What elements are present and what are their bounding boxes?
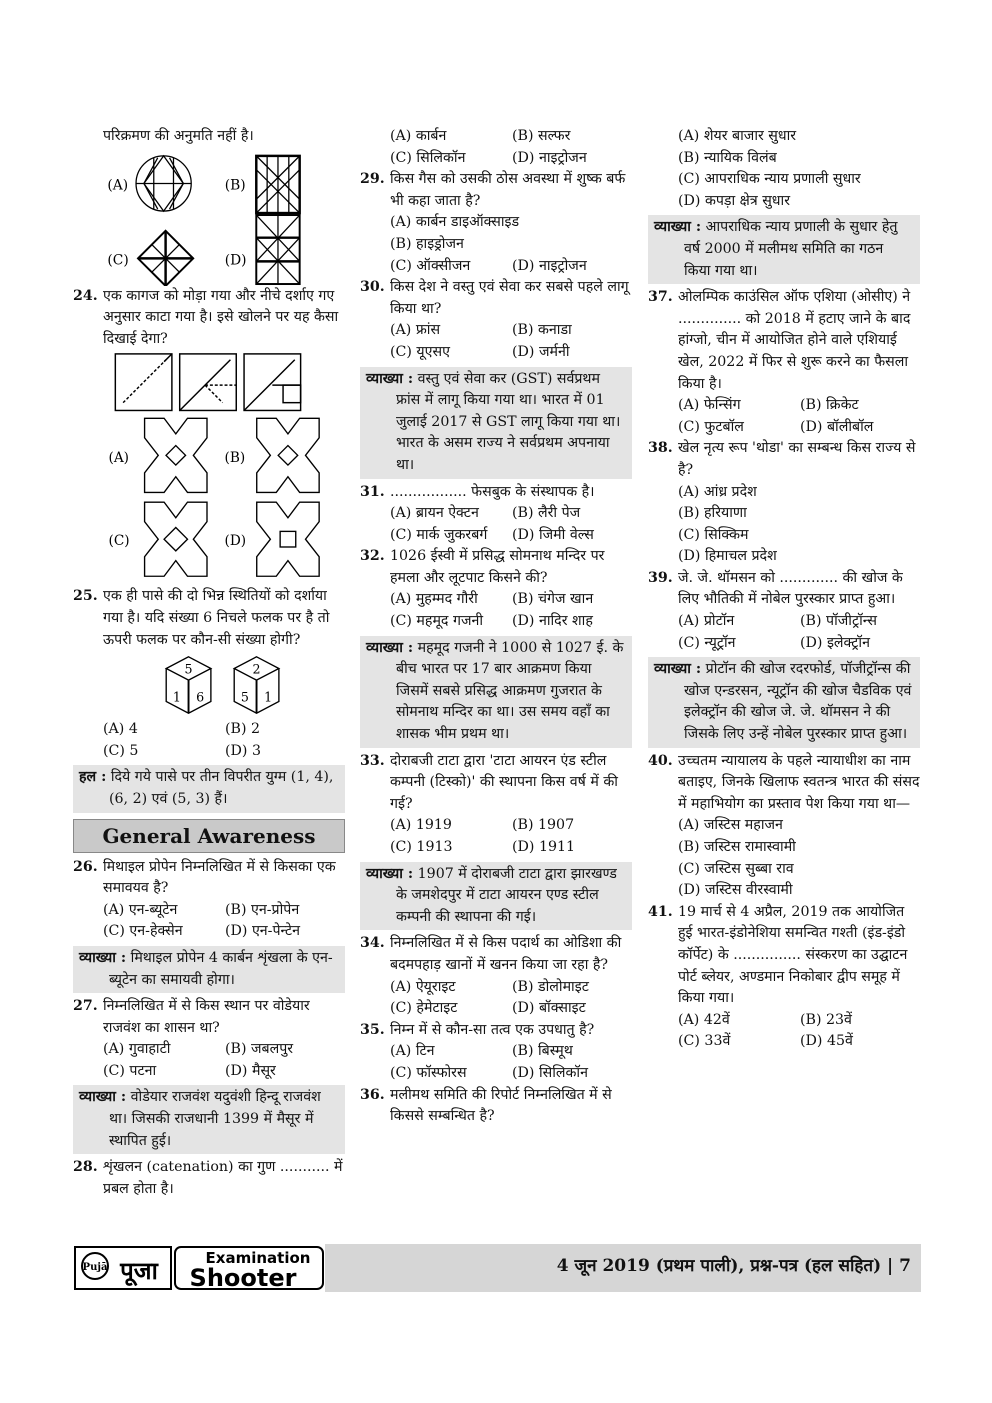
answer-option: (B) लैरी पेज	[512, 505, 581, 522]
question-number: 29.	[360, 171, 385, 188]
figure-fig23	[73, 148, 345, 286]
explanation-box	[648, 657, 920, 747]
page-footer	[73, 1244, 921, 1292]
question-text: किस गैस को उसकी ठोस अवस्था में शुष्क बर्फ भी कहा जाता है?	[390, 171, 626, 209]
answer-option: (C) एन-हेक्सेन	[103, 923, 183, 940]
question-number: 38.	[648, 440, 673, 457]
answer-option: (B) 2	[225, 721, 261, 738]
answer-option: (A) 1919	[390, 817, 452, 834]
answer-option: (C) 1913	[390, 839, 453, 855]
answer-options	[648, 482, 920, 568]
figure-fig25	[73, 651, 345, 719]
answer-options	[648, 395, 920, 438]
answer-option: (B) पॉजीट्रॉन्स	[800, 613, 877, 630]
figure-fig24	[73, 350, 345, 586]
question-text: खेल नृत्य रूप 'थोडा' का सम्बन्ध किस राज्य से है?	[678, 440, 916, 478]
question-number: 33.	[360, 752, 385, 769]
explanation-box	[648, 215, 920, 284]
answer-option: (C) हेमेटाइट	[390, 1000, 458, 1017]
question-text: जे. जे. थॉमसन को ............. की खोज के लिए भौतिकी में नोबेल पुरस्कार प्राप्त हुआ।	[678, 569, 903, 608]
question-32	[360, 546, 632, 589]
explanation-text: मिथाइल प्रोपेन 4 कार्बन शृंखला के एन-ब्यूटेन का समायवी होगा।	[109, 949, 333, 988]
question-36	[360, 1085, 632, 1128]
question-number: 24.	[73, 287, 98, 304]
figure-label: (C)	[107, 251, 129, 268]
question-text: मिथाइल प्रोपेन निम्नलिखित में से किसका एक समावयव है?	[103, 858, 336, 897]
column-middle	[360, 126, 632, 1128]
question-28	[73, 1157, 345, 1200]
question-text: दोराबजी टाटा द्वारा 'टाटा आयरन एंड स्टील कम्पनी (टिस्को)' की स्थापना किस वर्ष में की गई?	[390, 752, 618, 812]
svg-text:Examination: Examination	[205, 1249, 311, 1267]
explanation-box	[73, 1085, 345, 1154]
explanation-text: प्रोटॉन की खोज रदरफोर्ड, पॉजीट्रॉन्स की खोज एन्डरसन, न्यूट्रॉन की खोज चैडविक एवं इलेक्ट्रॉन की खोज जे. जे. थॉमसन ने की जिसके लिए उन्हें नोबेल पुरस्कार प्राप्त हुआ।	[684, 661, 912, 743]
answer-options	[360, 815, 632, 858]
question-29	[360, 169, 632, 212]
answer-option: (C) फॉस्फोरस	[390, 1064, 467, 1081]
answer-option: (C) पटना	[103, 1062, 157, 1079]
question-35	[360, 1020, 632, 1042]
explanation-text: दिये गये पासे पर तीन विपरीत युग्म (1, 4), (6, 2) एवं (5, 3) हैं।	[106, 769, 334, 807]
question-number: 28.	[73, 1159, 98, 1176]
figure-label: (B)	[224, 176, 246, 193]
answer-option: (B) 23वें	[800, 1011, 852, 1028]
answer-option: (A) 4	[103, 721, 138, 738]
figure-label: 5	[184, 661, 193, 677]
question-text: 1026 ईस्वी में प्रसिद्ध सोमनाथ मन्दिर पर हमला और लूटपाट किसने की?	[390, 548, 605, 586]
page-number: 7	[899, 1256, 911, 1276]
question-number: 32.	[360, 548, 385, 565]
answer-option: (B) जस्टिस रामास्वामी	[678, 839, 796, 855]
question-number: 36.	[360, 1086, 385, 1103]
answer-options	[360, 589, 632, 632]
question-number: 31.	[360, 483, 385, 500]
question-text: एक ही पासे की दो भिन्न स्थितियों को दर्शाया गया है। यदि संख्या 6 निचले फलक पर है तो ऊपरी फलक पर कौन-सी संख्या होगी?	[103, 588, 330, 648]
question-text: शृंखलन (catenation) का गुण ........... में प्रबल होता है।	[103, 1159, 343, 1197]
question-27	[73, 996, 345, 1039]
question-text: ओलम्पिक काउंसिल ऑफ एशिया (ओसीए) ने .............. को 2018 में हटाए जाने के बाद हांग्जो, चीन में आयोजित होने वाले एशियाई खेल, 2022 में फिर से शुरू करने का फैसला किया है।	[678, 289, 911, 392]
answer-option: (A) ब्रायन ऐक्टन	[390, 505, 479, 522]
explanation-label: हल :	[79, 769, 107, 786]
explanation-label: व्याख्या :	[79, 949, 127, 966]
explanation-text: वोडेयार राजवंश यदुवंशी हिन्दू राजवंश था। जिसकी राजधानी 1399 में मैसूर में स्थापित हुई।	[109, 1089, 321, 1149]
question-number: 34.	[360, 935, 385, 952]
figure-label: (A)	[107, 176, 129, 193]
answer-option: (D) जिमी वेल्स	[512, 526, 594, 543]
answer-option: (C) सिलिकॉन	[390, 149, 466, 166]
answer-option: (C) ऑक्सीजन	[390, 257, 471, 274]
svg-text:Pujā: Pujā	[82, 1262, 108, 1273]
column-right	[648, 126, 920, 1053]
explanation-label: व्याख्या :	[366, 865, 414, 882]
svg-text:पूजा: पूजा	[120, 1257, 158, 1285]
answer-option: (A) कार्बन डाइऑक्साइड	[390, 214, 520, 231]
answer-option: (A) फेन्सिंग	[678, 397, 741, 414]
answer-option: (A) कार्बन	[390, 128, 447, 144]
answer-option: (A) मुहम्मद गौरी	[390, 591, 478, 608]
answer-option: (D) नाइट्रोजन	[512, 149, 587, 166]
explanation-text: महमूद गजनी ने 1000 से 1027 ई. के बीच भारत पर 17 बार आक्रमण किया जिसमें सबसे प्रसिद्ध आक्रमण गुजरात के सोमनाथ मन्दिर का था। उस समय वहाँ का शासक भीम प्रथम था।	[396, 639, 624, 743]
answer-options	[648, 815, 920, 901]
question-34	[360, 933, 632, 976]
answer-option: (D) जर्मनी	[512, 343, 570, 360]
answer-option: (C) मार्क जुकरबर्ग	[390, 526, 488, 543]
answer-options	[360, 977, 632, 1020]
answer-option: (D) इलेक्ट्रॉन	[800, 634, 870, 651]
explanation-label: व्याख्या :	[654, 219, 702, 236]
answer-option: (B) कनाडा	[512, 322, 572, 339]
answer-option: (A) प्रोटॉन	[678, 613, 735, 630]
answer-options	[360, 320, 632, 363]
question-number: 27.	[73, 998, 98, 1015]
figure-label: 2	[252, 661, 261, 677]
explanation-box	[360, 636, 632, 748]
explanation-box	[73, 946, 345, 993]
answer-option: (D) हिमाचल प्रदेश	[678, 548, 777, 565]
paper-title: 4 जून 2019 (प्रथम पाली), प्रश्न-पत्र (हल सहित)	[556, 1256, 882, 1276]
explanation-box	[73, 765, 345, 812]
question-25	[73, 586, 345, 651]
answer-option: (C) फुटबॉल	[678, 418, 744, 435]
answer-option: (B) डोलोमाइट	[512, 978, 589, 995]
answer-option: (B) 1907	[512, 817, 575, 834]
question-text: किस देश ने वस्तु एवं सेवा कर सबसे पहले लागू किया था?	[390, 279, 629, 317]
question-31	[360, 482, 632, 504]
answer-option: (D) मैसूर	[225, 1062, 276, 1079]
answer-option: (B) हरियाणा	[678, 505, 747, 522]
answer-option: (A) ऐयूराइट	[390, 978, 456, 995]
question-37	[648, 287, 920, 395]
answer-options	[73, 900, 345, 943]
answer-option: (B) बिस्मूथ	[512, 1043, 573, 1060]
answer-option: (C) जस्टिस सुब्बा राव	[678, 860, 794, 877]
question-41	[648, 902, 920, 1010]
explanation-box	[360, 862, 632, 931]
figure-label: (A)	[108, 450, 130, 467]
question-number: 26.	[73, 858, 98, 875]
answer-option: (C) 5	[103, 742, 139, 759]
answer-option: (D) बॉलीबॉल	[800, 418, 874, 435]
answer-options	[648, 1010, 920, 1053]
question-text: एक कागज को मोड़ा गया और नीचे दर्शाए गए अनुसार काटा गया है। इसे खोलने पर यह कैसा दिखाई देगा?	[103, 287, 339, 347]
explanation-label: व्याख्या :	[79, 1089, 127, 1106]
answer-option: (D) 1911	[512, 839, 576, 855]
explanation-label: व्याख्या :	[654, 661, 702, 678]
figure-label: 1	[172, 689, 181, 705]
answer-option: (B) एन-प्रोपेन	[225, 901, 300, 918]
answer-options	[360, 126, 632, 169]
column-left	[73, 126, 345, 1200]
answer-option: (B) न्यायिक विलंब	[678, 149, 777, 166]
answer-option: (D) कपड़ा क्षेत्र सुधार	[678, 192, 790, 209]
explanation-text: 1907 में दोराबजी टाटा द्वारा झारखण्ड के जमशेदपुर में टाटा आयरन एण्ड स्टील कम्पनी की स्थापना की गई।	[396, 865, 617, 925]
figure-label: (C)	[108, 533, 130, 550]
question-26	[73, 857, 345, 900]
answer-option: (D) सिलिकॉन	[512, 1064, 588, 1081]
question-text: मलीमथ समिति की रिपोर्ट निम्नलिखित में से किससे सम्बन्धित है?	[390, 1086, 612, 1125]
publisher-logo	[73, 1244, 325, 1292]
figure-label: 5	[240, 689, 249, 705]
svg-text:Shooter: Shooter	[189, 1264, 297, 1292]
answer-option: (D) नाइट्रोजन	[512, 257, 587, 274]
answer-options	[73, 1039, 345, 1082]
answer-option: (C) यूएसए	[390, 343, 450, 360]
explanation-text: वस्तु एवं सेवा कर (GST) सर्वप्रथम फ्रांस में लागू किया गया था। भारत में 01 जुलाई 2017 से GST लागू किया गया था। भारत के असम राज्य ने सर्वप्रथम अपनाया था।	[396, 370, 621, 473]
answer-option: (B) हाइड्रोजन	[390, 235, 464, 252]
question-number: 41.	[648, 903, 673, 920]
answer-option: (A) 42वें	[678, 1011, 730, 1028]
question-33	[360, 751, 632, 816]
answer-options	[360, 1041, 632, 1084]
answer-option: (C) न्यूट्रॉन	[678, 634, 736, 651]
question-text: 19 मार्च से 4 अप्रैल, 2019 तक आयोजित हुई भारत-इंडोनेशिया समन्वित गश्ती (इंड-इंडो कॉर्पेट) के ............... संस्करण का उद्घाटन पोर्ट ब्लेयर, अण्डमान निकोबार द्वीप समूह में किया गया।	[678, 903, 908, 1007]
answer-option: (D) 3	[225, 742, 261, 759]
answer-options	[73, 719, 345, 762]
answer-option: (B) सल्फर	[512, 128, 571, 144]
answer-option: (C) 33वें	[678, 1033, 731, 1050]
footer-title	[557, 1256, 911, 1278]
answer-option: (A) शेयर बाजार सुधार	[678, 128, 797, 144]
answer-option: (C) सिक्किम	[678, 526, 749, 543]
answer-options	[648, 126, 920, 212]
question-39	[648, 568, 920, 611]
answer-options	[360, 503, 632, 546]
answer-option: (D) 45वें	[800, 1033, 853, 1050]
explanation-label: व्याख्या :	[366, 639, 414, 656]
page-separator: |	[887, 1256, 894, 1276]
section-heading: General Awareness	[73, 819, 345, 853]
question-number: 30.	[360, 279, 385, 296]
question-text: निम्नलिखित में से किस पदार्थ का ओडिशा की बदमपहाड़ खानों में खनन किया जा रहा है?	[390, 935, 622, 973]
figure-label: (D)	[224, 251, 247, 268]
continuation-text: परिक्रमण की अनुमति नहीं है।	[103, 128, 254, 144]
question-number: 37.	[648, 289, 673, 306]
answer-option: (A) एन-ब्यूटेन	[103, 901, 178, 918]
answer-option: (D) नादिर शाह	[512, 613, 593, 630]
question-text: उच्चतम न्यायालय के पहले न्यायाधीश का नाम बताइए, जिनके खिलाफ स्वतन्त्र भारत की संसद में महाभियोग का प्रस्ताव पेश किया गया था—	[678, 752, 920, 812]
question-number: 40.	[648, 752, 673, 769]
answer-option: (C) आपराधिक न्याय प्रणाली सुधार	[678, 171, 861, 188]
answer-option: (D) जस्टिस वीरस्वामी	[678, 882, 793, 899]
answer-option: (D) एन-पेन्टेन	[225, 923, 301, 940]
answer-option: (B) जबलपुर	[225, 1041, 294, 1058]
question-number: 39.	[648, 569, 673, 586]
answer-options	[648, 611, 920, 654]
answer-options	[360, 212, 632, 277]
answer-option: (A) फ्रांस	[390, 322, 441, 339]
figure-label: (B)	[224, 450, 246, 467]
answer-option: (C) महमूद गजनी	[390, 613, 484, 630]
question-number: 25.	[73, 588, 98, 605]
answer-option: (B) क्रिकेट	[800, 397, 859, 414]
question-30	[360, 277, 632, 320]
answer-option: (A) टिन	[390, 1043, 435, 1060]
explanation-label: व्याख्या :	[366, 370, 414, 387]
question-text: निम्न में से कौन-सा तत्व एक उपधातु है?	[390, 1021, 595, 1038]
question-text: निम्नलिखित में से किस स्थान पर वोडेयार राजवंश का शासन था?	[103, 998, 310, 1036]
question-text: ................. फेसबुक के संस्थापक है।	[390, 483, 595, 500]
question-24	[73, 286, 345, 351]
question-number: 35.	[360, 1021, 385, 1038]
answer-option: (A) गुवाहाटी	[103, 1041, 171, 1058]
figure-label: (D)	[224, 533, 247, 550]
explanation-box	[360, 367, 632, 479]
question-40	[648, 751, 920, 816]
answer-option: (D) बॉक्साइट	[512, 1000, 586, 1017]
explanation-text: आपराधिक न्याय प्रणाली के सुधार हेतु वर्ष 2000 में मलीमथ समिति का गठन किया गया था।	[684, 219, 898, 279]
answer-option: (A) आंध्र प्रदेश	[678, 483, 757, 500]
question-38	[648, 438, 920, 481]
figure-label: 6	[196, 689, 205, 705]
answer-option: (A) जस्टिस महाजन	[678, 817, 783, 834]
answer-option: (B) चंगेज खान	[512, 591, 594, 608]
figure-label: 1	[264, 689, 273, 705]
